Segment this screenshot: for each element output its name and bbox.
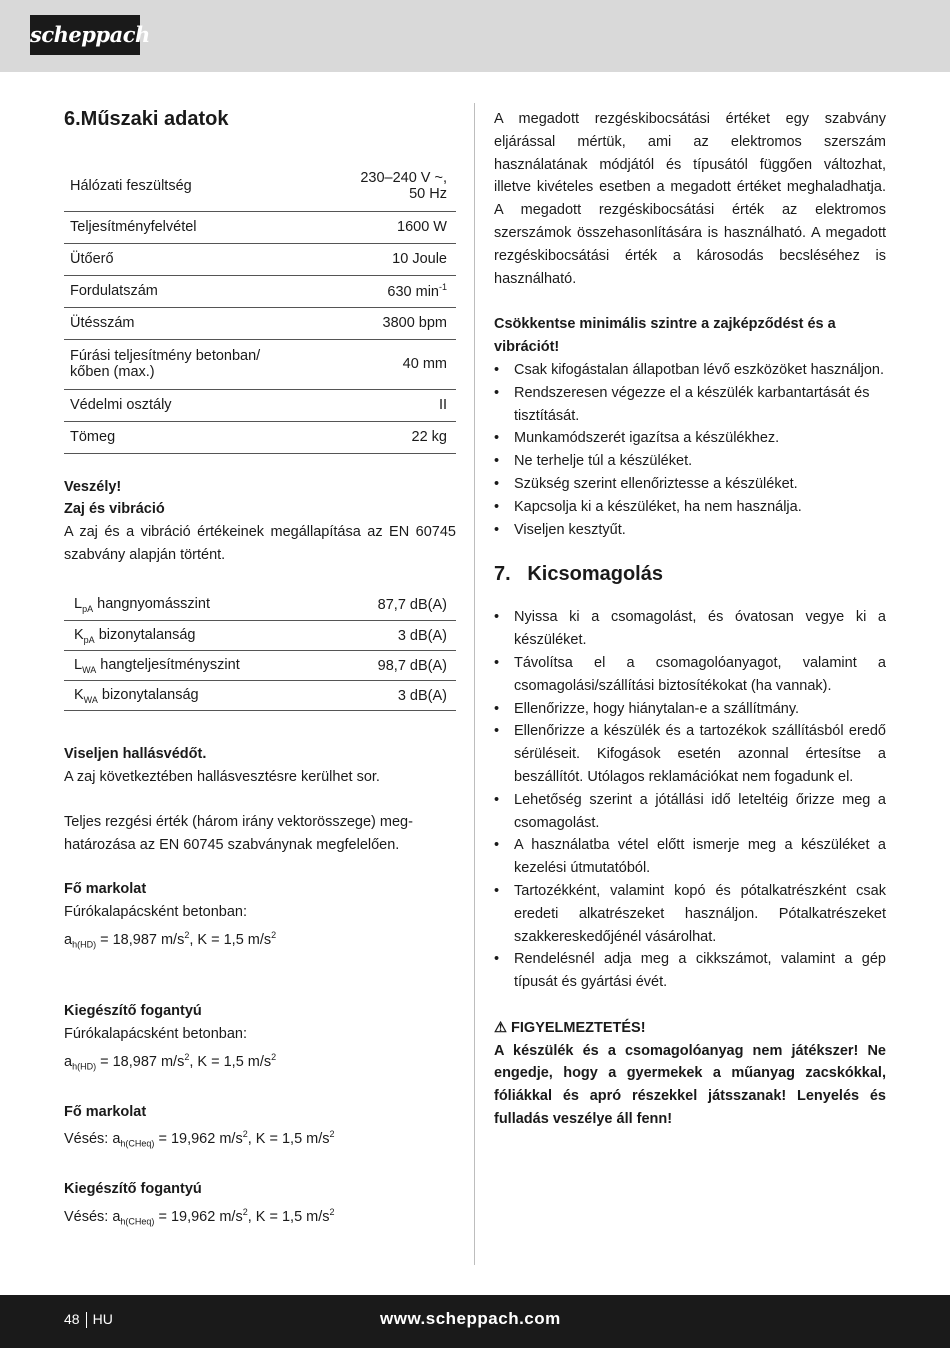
vibration-block-chisel-aux xyxy=(64,1178,456,1233)
danger-heading: Veszély! xyxy=(64,478,122,495)
table-row xyxy=(64,681,456,711)
noise-table xyxy=(64,591,456,712)
spec-value: II xyxy=(326,389,456,421)
reduce-heading: Csökkentse minimális szintre a zajképződést és a vibrációt! xyxy=(494,316,836,356)
list-item: • Ellenőrizze a készülék és a tartozékok szállításból eredő sérüléseit. Kifogások esetén azonnal értesítse a beszállítót. Utólagos reklamációkat nem fogadunk el. xyxy=(494,720,886,788)
warning-block xyxy=(494,1017,886,1131)
vib-heading: Kiegészítő fogantyú xyxy=(64,1003,202,1020)
list-item: • Kapcsolja ki a készüléket, ha nem használja. xyxy=(494,496,886,519)
spec-value: 3800 bpm xyxy=(326,307,456,339)
unpack-list xyxy=(494,606,886,994)
vibration-block-main-handle xyxy=(64,878,456,956)
vib-heading: Kiegészítő fogantyú xyxy=(64,1180,202,1197)
vib-value: Vésés: $a_{h(CHeq)} = 19,962$ $m/s^2$, K = 1,5 $m/s^2$ xyxy=(64,1206,335,1227)
warning-triangle-icon: ⚠ xyxy=(494,1019,507,1036)
spec-value: 22 kg xyxy=(326,421,456,453)
vib-value: $a_{h(HD)} = 18,987$ $m/s^2$, K = 1,5 $m/s^2$ xyxy=(64,929,277,950)
noise-value: 98,7 dB(A) xyxy=(333,651,456,681)
spec-label: Tömeg xyxy=(64,421,326,453)
list-item: • Munkamódszerét igazítsa a készülékhez. xyxy=(494,427,886,450)
hearing-text: A zaj következtében hallásvesztésre kerülhet sor. xyxy=(64,768,380,785)
table-row xyxy=(64,161,456,211)
noise-value: 3 dB(A) xyxy=(333,621,456,651)
list-item: • Viseljen kesztyűt. xyxy=(494,519,886,542)
spec-label: Hálózati feszültség xyxy=(64,161,326,211)
noise-label: $K_{pA}$ bizonytalanság xyxy=(64,621,333,651)
page-footer xyxy=(0,1295,950,1348)
right-column xyxy=(494,108,886,1131)
left-column xyxy=(64,100,456,1233)
vib-line: Fúrókalapácsként betonban: xyxy=(64,904,247,921)
list-item: • Tartozékként, valamint kopó és pótalkatrészként csak eredeti alkatrészeket használjon. Pótalkatrészeket szakkereskedőjénél vásárolhat. xyxy=(494,880,886,948)
noise-value: 87,7 dB(A) xyxy=(333,591,456,621)
table-row xyxy=(64,243,456,275)
table-row xyxy=(64,339,456,389)
noise-value: 3 dB(A) xyxy=(333,681,456,711)
vibration-text-line: Teljes rezgési érték (három irány vektorösszege) meg- xyxy=(64,813,413,830)
table-row xyxy=(64,651,456,681)
list-item: • Nyissa ki a csomagolást, és óvatosan vegye ki a készüléket. xyxy=(494,606,886,652)
scheppach-logo: scheppach xyxy=(30,15,140,55)
spec-label: Ütőerő xyxy=(64,243,326,275)
spec-label: Fúrási teljesítmény betonban/ kőben (max.) xyxy=(64,339,326,389)
section-title-unpacking: 7. Kicsomagolás xyxy=(494,563,663,586)
spec-table xyxy=(64,161,456,454)
vibration-intro-text: A megadott rezgéskibocsátási értéket egy szabvány eljárással mértük, ami az elektromos szerszám használatának módjától és típusától függően változhat, illetve kivételes esetben a megadott értéket meghaladhatja. A megadott rezgéskibocsátási érték az elektromos szerszámok összehasonlítására is használható. A megadott rezgéskibocsátási érték a károsodás becsléséhez is használható. xyxy=(494,111,886,287)
table-row xyxy=(64,591,456,621)
spec-label: Teljesítményfelvétel xyxy=(64,211,326,243)
noise-label: $L_{pA}$ hangnyomásszint xyxy=(64,591,333,621)
vibration-block-chisel-main xyxy=(64,1101,456,1156)
spec-label: Fordulatszám xyxy=(64,275,326,307)
column-divider xyxy=(474,103,475,1265)
table-row xyxy=(64,307,456,339)
vibration-text-line: határozása az EN 60745 szabványnak megfelelően. xyxy=(64,836,400,853)
spec-label: Ütésszám xyxy=(64,307,326,339)
vibration-block-aux-handle xyxy=(64,1000,456,1078)
vib-heading: Fő markolat xyxy=(64,881,147,898)
table-row xyxy=(64,211,456,243)
list-item: • Távolítsa el a csomagolóanyagot, valamint a csomagolási/szállítási biztosítékokat (ha vannak). xyxy=(494,652,886,698)
table-row xyxy=(64,275,456,307)
spec-value: 230–240 V ~, 50 Hz xyxy=(326,161,456,211)
website-link[interactable]: www.scheppach.com xyxy=(380,1309,561,1328)
hearing-heading: Viseljen hallásvédőt. xyxy=(64,746,207,763)
table-row xyxy=(64,389,456,421)
vib-line: Fúrókalapácsként betonban: xyxy=(64,1026,247,1043)
spec-value: 630 $\min^{-1}$ xyxy=(326,275,456,307)
noise-label: $K_{WA}$ bizonytalanság xyxy=(64,681,333,711)
spec-value: 1600 W xyxy=(326,211,456,243)
spec-value: 10 Joule xyxy=(326,243,456,275)
page-header xyxy=(0,0,950,72)
noise-heading: Zaj és vibráció xyxy=(64,501,165,518)
vib-value: $a_{h(HD)} = 18,987$ $m/s^2$, K = 1,5 $m/s^2$ xyxy=(64,1052,277,1072)
warning-heading: ⚠ FIGYELMEZTETÉS! xyxy=(494,1019,646,1036)
list-item: • Rendelésnél adja meg a cikkszámot, valamint a gép típusát és gyártási évét. xyxy=(494,948,886,994)
noise-text: A zaj és a vibráció értékeinek megállapítása az EN 60745 szabvány alapján történt. xyxy=(64,524,456,563)
list-item: • Lehetőség szerint a jótállási idő leteltéig őrizze meg a csomagolást. xyxy=(494,789,886,835)
section-title-tech-data: 6.Műszaki adatok xyxy=(64,108,229,130)
vib-heading: Fő markolat xyxy=(64,1103,147,1120)
list-item: • Ne terhelje túl a készüléket. xyxy=(494,450,886,473)
list-item: • Szükség szerint ellenőriztesse a készüléket. xyxy=(494,473,886,496)
reduce-list xyxy=(494,359,886,541)
list-item: • A használatba vétel előtt ismerje meg a készüléket a kezelési útmutatóból. xyxy=(494,834,886,880)
table-row xyxy=(64,421,456,453)
list-item: • Rendszeresen végezze el a készülék karbantartását és tisztítását. xyxy=(494,382,886,428)
table-row xyxy=(64,621,456,651)
spec-label: Védelmi osztály xyxy=(64,389,326,421)
spec-value: 40 mm xyxy=(326,339,456,389)
list-item: • Csak kifogástalan állapotban lévő eszközöket használjon. xyxy=(494,359,886,382)
page-number: 48 HU xyxy=(64,1311,113,1327)
list-item: • Ellenőrizze, hogy hiánytalan-e a szállítmány. xyxy=(494,698,886,721)
vib-value: Vésés: $a_{h(CHeq)} = 19,962$ $m/s^2$, K = 1,5 $m/s^2$ xyxy=(64,1129,335,1150)
noise-label: $L_{WA}$ hangteljesítményszint xyxy=(64,651,333,681)
warning-text: A készülék és a csomagolóanyag nem játékszer! Ne engedje, hogy a gyermekek a műanyag zacskókkal, fóliákkal és apró részekkel játsszanak! Lenyelés és fulladás veszélye áll fenn! xyxy=(494,1042,886,1128)
